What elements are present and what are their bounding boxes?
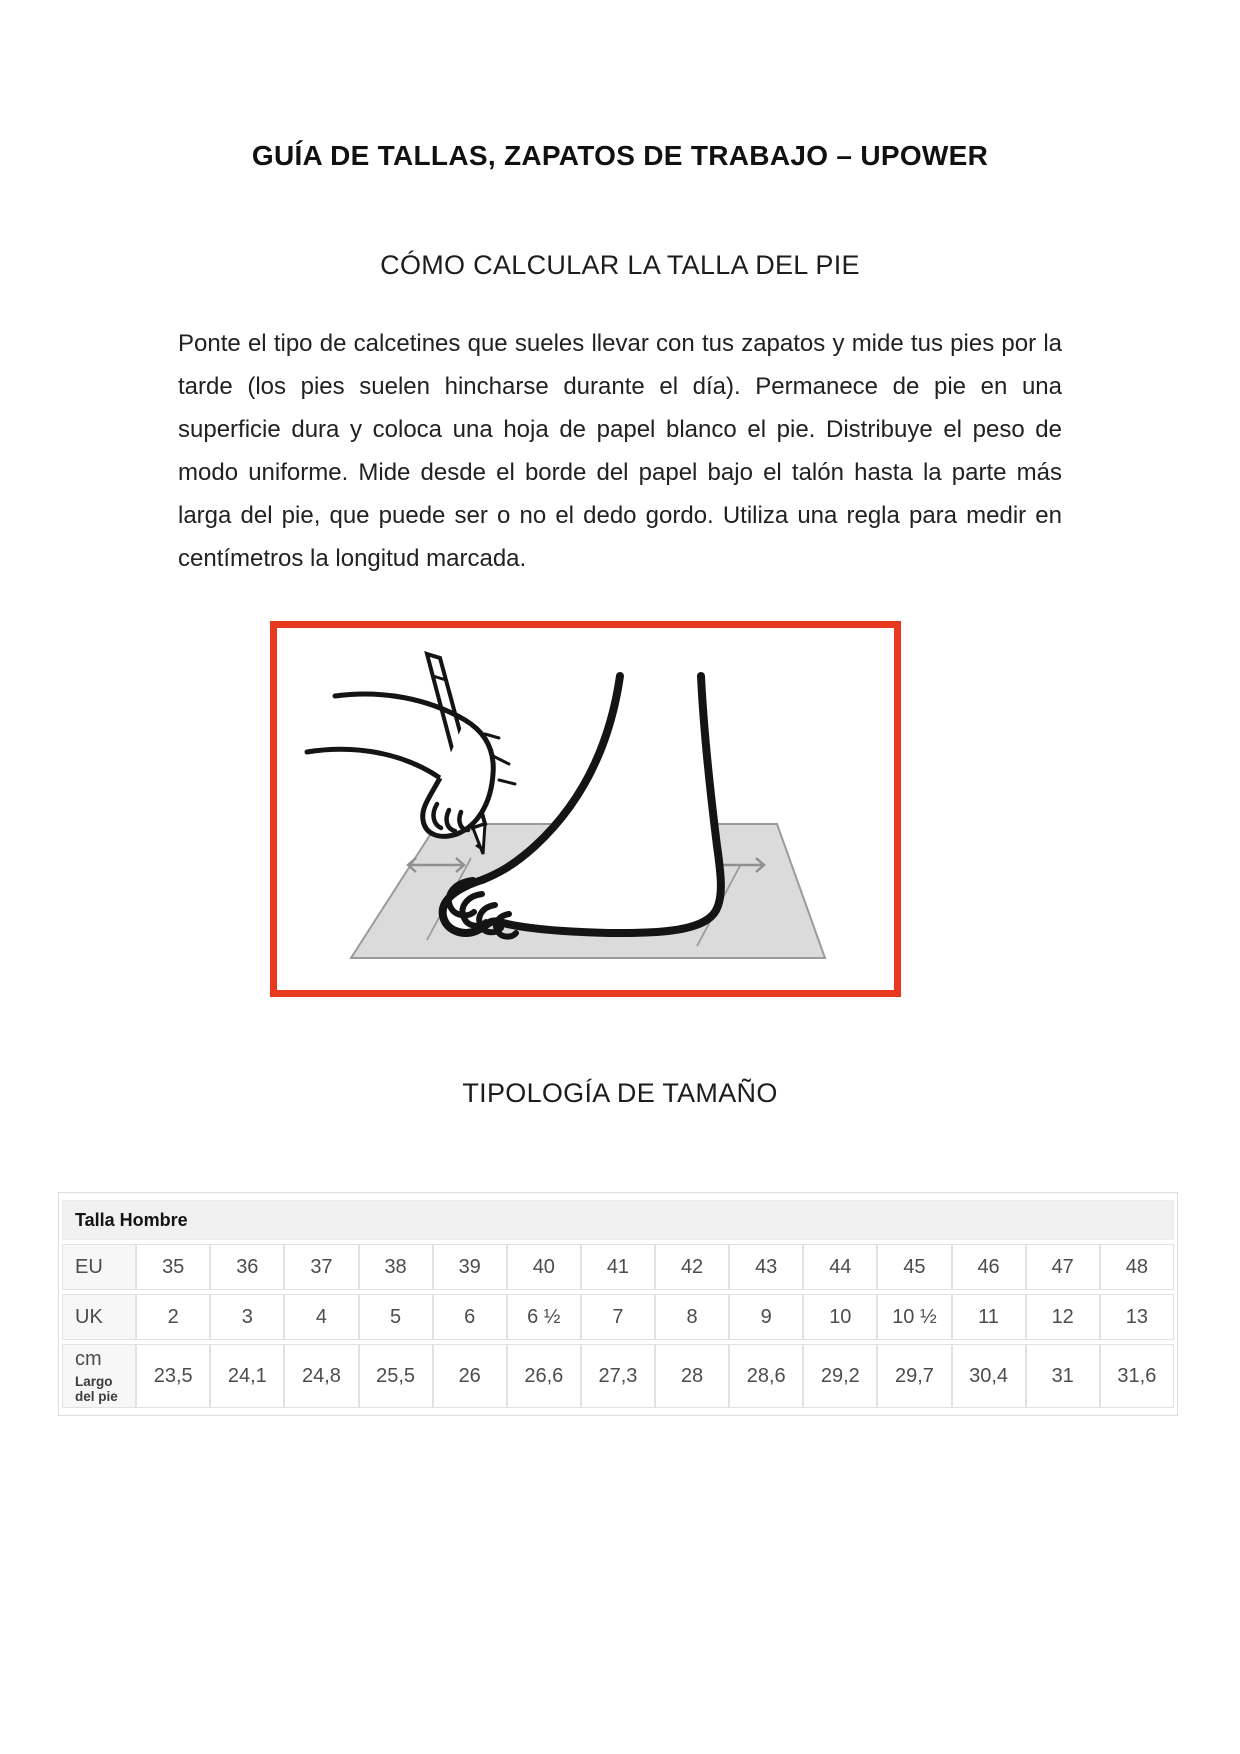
row-label-text: cm xyxy=(75,1348,102,1370)
size-value-cell: 28,6 xyxy=(729,1344,803,1408)
section-heading-how-to-measure: CÓMO CALCULAR LA TALLA DEL PIE xyxy=(380,250,860,280)
instructions-paragraph: Ponte el tipo de calcetines que sueles llevar con tus zapatos y mide tus pies por la tarde (los pies suelen hincharse durante el día). Permanece de pie en una superficie dura y coloca una hoja de papel blanco el pie. Distribuye el peso de modo uniforme. Mide desde el borde del papel bajo el talón hasta la parte más larga del pie, que puede ser o no el dedo gordo. Utiliza una regla para medir en centímetros la longitud marcada. xyxy=(178,330,1062,572)
size-value-cell: 29,2 xyxy=(803,1344,877,1408)
size-value-cell: 39 xyxy=(433,1244,507,1290)
size-value-cell: 4 xyxy=(284,1294,358,1340)
size-value-cell: 36 xyxy=(210,1244,284,1290)
size-value-cell: 11 xyxy=(952,1294,1026,1340)
measurement-figure xyxy=(270,621,901,997)
size-value-cell: 40 xyxy=(507,1244,581,1290)
table-header-label: Talla Hombre xyxy=(62,1200,1174,1240)
size-value-cell: 35 xyxy=(136,1244,210,1290)
size-value-cell: 48 xyxy=(1100,1244,1174,1290)
row-label xyxy=(62,1244,136,1290)
size-value-cell: 24,1 xyxy=(210,1344,284,1408)
size-value-cell: 24,8 xyxy=(284,1344,358,1408)
size-value-cell: 42 xyxy=(655,1244,729,1290)
size-value-cell: 6 xyxy=(433,1294,507,1340)
size-value-cell: 31,6 xyxy=(1100,1344,1174,1408)
size-value-cell: 10 ½ xyxy=(877,1294,951,1340)
table-row xyxy=(62,1244,1174,1290)
row-label xyxy=(62,1344,136,1408)
size-value-cell: 26 xyxy=(433,1344,507,1408)
size-value-cell: 13 xyxy=(1100,1294,1174,1340)
size-value-cell: 7 xyxy=(581,1294,655,1340)
page-title: GUÍA DE TALLAS, ZAPATOS DE TRABAJO – UPOWER xyxy=(251,140,989,171)
size-value-cell: 29,7 xyxy=(877,1344,951,1408)
size-value-cell: 27,3 xyxy=(581,1344,655,1408)
size-value-cell: 30,4 xyxy=(952,1344,1026,1408)
size-value-cell: 5 xyxy=(359,1294,433,1340)
row-sublabel-text: Largo del pie xyxy=(75,1374,118,1404)
table-header-row xyxy=(62,1200,1174,1240)
size-table-body xyxy=(62,1244,1174,1408)
section-heading-size-typology: TIPOLOGÍA DE TAMAÑO xyxy=(462,1078,778,1108)
size-value-cell: 25,5 xyxy=(359,1344,433,1408)
size-value-cell: 8 xyxy=(655,1294,729,1340)
size-table-container xyxy=(58,1192,1178,1416)
size-value-cell: 12 xyxy=(1026,1294,1100,1340)
size-value-cell: 37 xyxy=(284,1244,358,1290)
size-value-cell: 10 xyxy=(803,1294,877,1340)
size-value-cell: 3 xyxy=(210,1294,284,1340)
size-value-cell: 47 xyxy=(1026,1244,1100,1290)
foot-measurement-illustration-icon xyxy=(277,628,894,990)
size-value-cell: 38 xyxy=(359,1244,433,1290)
size-value-cell: 6 ½ xyxy=(507,1294,581,1340)
size-value-cell: 45 xyxy=(877,1244,951,1290)
size-value-cell: 26,6 xyxy=(507,1344,581,1408)
table-row xyxy=(62,1344,1174,1408)
size-value-cell: 28 xyxy=(655,1344,729,1408)
size-value-cell: 23,5 xyxy=(136,1344,210,1408)
row-label-text: UK xyxy=(75,1305,103,1328)
size-table xyxy=(62,1196,1174,1412)
size-value-cell: 46 xyxy=(952,1244,1026,1290)
size-value-cell: 41 xyxy=(581,1244,655,1290)
size-value-cell: 9 xyxy=(729,1294,803,1340)
size-value-cell: 44 xyxy=(803,1244,877,1290)
size-value-cell: 2 xyxy=(136,1294,210,1340)
size-value-cell: 43 xyxy=(729,1244,803,1290)
size-value-cell: 31 xyxy=(1026,1344,1100,1408)
row-label xyxy=(62,1294,136,1340)
table-row xyxy=(62,1294,1174,1340)
row-label-text: EU xyxy=(75,1255,103,1278)
